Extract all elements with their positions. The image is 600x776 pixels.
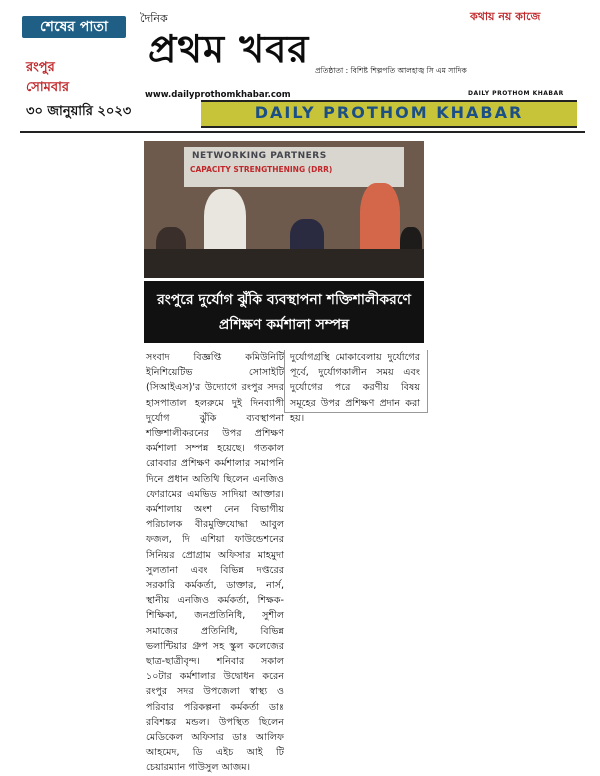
brand-text: DAILY PROTHOM KHABAR [254,103,524,122]
mini-brand: DAILY PROTHOM KHABAR [468,90,564,97]
headline-line-1: রংপুরে দুর্যোগ ঝুঁকি ব্যবস্থাপনা শক্তিশালীকরণে [157,292,411,308]
location-city: রংপুর [26,60,55,75]
photo-person [360,183,400,257]
daily-label: দৈনিক [140,12,168,25]
website-url: www.dailyprothomkhabar.com [145,90,291,100]
photo-table [144,249,424,278]
article-body-column-1: সংবাদ বিজ্ঞপ্তি কমিউনিটি ইনিশিয়েটিভ সোসাইটি (সিআইএস)'র উদ্যোগে রংপুর সদর হাসপাতাল হলরুমে দুই দিনব্যাপী দুর্যোগ ঝুঁকি ব্যবস্থাপনা শক্তিশালীকরনের উপর প্রশিক্ষণ কর্মশালা সম্পন্ন হয়েছে। গতকাল রোববার প্রশিক্ষণ কর্মশালার সমাপনি দিনে প্রধান অতিথি ছিলেন এনজিও ফোরামের এমভিড সাদিয়া আক্তার। কর্মশালায় অংশ নেন বিভাগীয় পরিচালক বীরমুক্তিযোদ্ধা আবুল ফজল, দি এশিয়া ফাউন্ডেশনের সিনিয়র প্রোগ্রাম অফিসার মাহমুদা সুলতানা এবং বিভিন্ন দপ্তরের সরকারি কর্মকর্তা, ডাক্তার, নার্স, স্থানীয় এনজিও কর্মকর্তা, শিক্ষক-শিক্ষিকা, জনপ্রতিনিধি, সুশীল সমাজের প্রতিনিধি, বিভিন্ন ভলান্টিয়ার গ্রুপ সহ স্কুল কলেজের ছাত্র-ছাত্রীবৃন্দ। শনিবার সকাল ১০টার কর্মশালার উদ্বোধন করেন রংপুর সদর উপজেলা স্বাস্থ্য ও পরিবার পরিকল্পনা কর্মকর্তা ডাঃ রবিশঙ্কর মন্ডল। উপস্থিত ছিলেন মেডিকেল অফিসার ডাঃ আলিফ আহমেদ, ডি এইচ আই টি চেয়ারম্যান গাউসুল আজম। [146,352,284,774]
article-body-column-2: দুর্যোগগ্রস্থি মোকাবেলায় দুর্যোগের পূর্বে, দুর্যোগকালীন সময় এবং দুর্যোগের পরে করণীয় বিষয় সমূহের উপর প্রশিক্ষণ প্রদান করা হয়। [290,352,420,424]
article-photo [144,141,424,278]
masthead-divider [20,131,585,133]
location-day: সোমবার [26,80,70,95]
issue-date: ৩০ জানুয়ারি ২০২৩ [26,104,132,119]
founder-line: প্রতিষ্ঠাতা : বিশিষ্ট শিল্পপতি আলহাজ্ব সি এম সাদিক [315,66,467,75]
article-headline [144,281,424,343]
newspaper-name: প্রথম খবর [148,26,310,71]
photo-banner-title: NETWORKING PARTNERS [192,151,327,161]
tagline: কথায় নয় কাজে [470,10,541,23]
photo-banner-subtitle: CAPACITY STRENGTHENING (DRR) [190,165,333,174]
section-tag: শেষের পাতা [22,16,126,38]
photo-person [204,189,246,257]
headline-line-2: প্রশিক্ষণ কর্মশালা সম্পন্ন [218,317,350,333]
